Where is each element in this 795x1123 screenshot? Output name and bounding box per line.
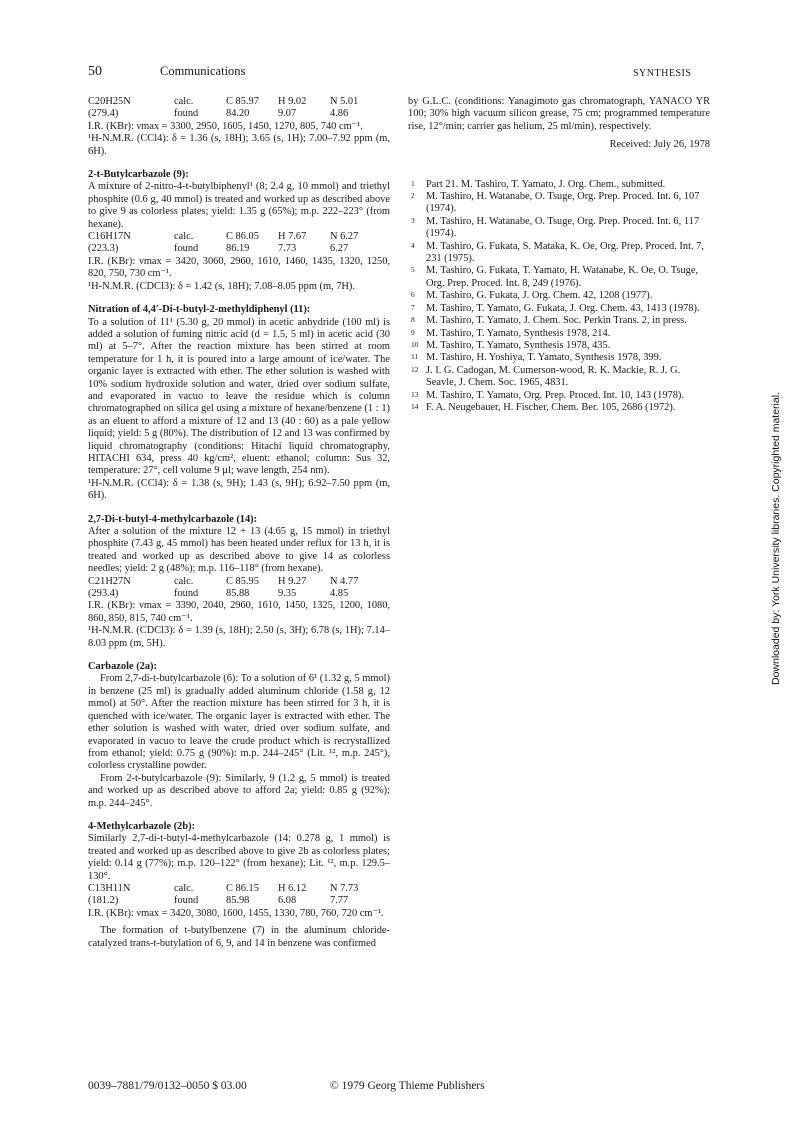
analysis-block-1 [88, 96, 390, 121]
reference-number: 1 [411, 178, 415, 188]
reference-text: M. Tashiro, H. Watanabe, O. Tsuge, Org. Prep. Proced. Int. 6, 107 (1974). [426, 191, 700, 215]
left-column [88, 96, 390, 950]
section-body: After a solution of the mixture 12 + 13 (4.65 g, 15 mmol) in triethyl phosphite (7.43 g, 45 mmol) has been heated under reflux for 13 h, it is treated and worked up as described above to give 14 as colorless needles; yield: 2 g (48%); m.p. 116–118° (from hexane). [88, 526, 390, 575]
nmr-data: ¹H-N.M.R. (CCl4): δ = 1.36 (s, 18H); 3.65 (s, 1H); 7.00–7.92 ppm (m, 6H). [88, 133, 390, 157]
right-column [408, 96, 710, 414]
analysis-cell: 9.35 [278, 588, 297, 600]
reference-item [408, 191, 710, 216]
reference-text: F. A. Neugebauer, H. Fischer, Chem. Ber. 105, 2686 (1972). [426, 401, 676, 413]
analysis-cell: 4.85 [330, 588, 349, 600]
issn-line: 0039–7881/79/0132–0050 $ 03.00 [88, 1080, 247, 1092]
reference-text: M. Tashiro, T. Yamato, J. Chem. Soc. Perkin Trans. 2, in press. [426, 315, 687, 327]
analysis-block-3 [88, 576, 390, 601]
received-date: Received: July 26, 1978 [609, 139, 710, 151]
reference-number: 6 [411, 290, 415, 300]
reference-number: 2 [411, 191, 415, 201]
analysis-cell: C 85.97 [226, 96, 259, 107]
reference-text: M. Tashiro, G. Fukata, T. Yamato, H. Watanabe, K. Oe, O. Tsuge, Org. Prep. Proced. Int. 8, 249 (1976). [426, 265, 699, 289]
copyright-line: © 1979 Georg Thieme Publishers [330, 1080, 485, 1092]
analysis-formula: C21H27N [88, 575, 131, 587]
analysis-cell: found [174, 588, 199, 600]
reference-item [408, 241, 710, 266]
reference-number: 3 [411, 215, 415, 225]
reference-text: J. I. G. Cadogan, M. Cumerson-wood, R. K. Mackie, R. J. G. Seavle, J. Chem. Soc. 1965, 4831. [426, 364, 681, 389]
analysis-cell: calc. [174, 231, 194, 243]
analysis-cell: calc. [174, 882, 194, 894]
reference-item [408, 402, 710, 414]
analysis-cell: H 7.67 [278, 231, 307, 243]
analysis-cell: 4.86 [330, 108, 349, 120]
reference-text: M. Tashiro, H. Watanabe, O. Tsuge, Org. Prep. Proced. Int. 6, 117 (1974). [426, 215, 700, 240]
section-body: From 2-t-butylcarbazole (9): Similarly, 9 (1.2 g, 5 mmol) is treated and worked up as described above to afford 2a; yield: 0.85 g (92%); m.p. 244–245°. [88, 772, 390, 809]
reference-item [408, 216, 710, 241]
analysis-cell: calc. [174, 96, 194, 107]
download-notice: Downloaded by: York University libraries. Copyrighted material. [770, 392, 782, 685]
reference-item [408, 315, 710, 327]
analysis-cell: 6.27 [330, 243, 349, 255]
analysis-cell: 85.88 [226, 588, 250, 600]
nmr-data: ¹H-N.M.R. (CDCl3): δ = 1.39 (s, 18H); 2.50 (s, 3H); 6.78 (s, 1H); 7.14–8.03 ppm (m, 5H). [88, 625, 390, 649]
reference-number: 7 [411, 302, 415, 312]
continued-text: by G.L.C. (conditions: Yanagimoto gas chromatograph, YANACO YR 100; 30% high vacuum silicon grease, 75 cm; programmed temperature rise, 12°/min; carrier gas helium, 25 ml/min), respectively. [408, 96, 710, 132]
running-head: Communications [160, 64, 246, 78]
analysis-cell: 6.08 [278, 895, 297, 907]
analysis-cell: H 9.27 [278, 575, 307, 587]
analysis-block-5 [88, 883, 390, 908]
analysis-cell: C 86.05 [226, 231, 259, 243]
analysis-cell: C 86.15 [226, 882, 259, 894]
ir-data: I.R. (KBr): νmax = 3390, 2040, 2960, 1610, 1450, 1325, 1200, 1080, 860, 850, 815, 740 cm⁻¹. [88, 600, 390, 624]
analysis-cell: H 9.02 [278, 96, 307, 107]
analysis-cell: N 4.77 [330, 575, 359, 587]
reference-text: Part 21. M. Tashiro, T. Yamato, J. Org. Chem., submitted. [426, 178, 666, 190]
reference-number: 12 [411, 364, 419, 374]
analysis-mw: (293.4) [88, 588, 119, 600]
analysis-cell: found [174, 243, 199, 255]
section-title: Carbazole (2a): [88, 661, 157, 673]
reference-number: 8 [411, 315, 415, 325]
reference-item [408, 179, 710, 191]
reference-number: 4 [411, 240, 415, 250]
section-title: 2,7-Di-t-butyl-4-methylcarbazole (14): [88, 513, 258, 525]
reference-number: 13 [411, 389, 419, 399]
reference-number: 10 [411, 339, 419, 349]
section-body: The formation of t-butylbenzene (7) in the aluminum chloride-catalyzed trans-t-butylation of 6, 9, and 14 in benzene was confirmed [88, 925, 390, 949]
reference-text: M. Tashiro, T. Yamato, Synthesis 1978, 214. [426, 327, 611, 339]
analysis-cell: N 7.73 [330, 882, 359, 894]
analysis-formula: C13H11N [88, 882, 131, 894]
nmr-data: ¹H-N.M.R. (CCl4): δ = 1.38 (s, 9H); 1.43 (s, 9H); 6.92–7.50 ppm (m, 6H). [88, 477, 390, 502]
reference-text: M. Tashiro, T. Yamato, Org. Prep. Proced. Int. 10, 143 (1978). [426, 389, 684, 401]
analysis-cell: 85.98 [226, 895, 250, 907]
reference-number: 11 [411, 352, 419, 362]
analysis-mw: (279.4) [88, 108, 119, 120]
analysis-cell: 7.73 [278, 243, 297, 255]
reference-number: 9 [411, 327, 415, 337]
reference-text: M. Tashiro, T. Yamato, G. Fukata, J. Org. Chem. 43, 1413 (1978). [426, 302, 700, 314]
reference-item [408, 303, 710, 315]
analysis-cell: 84.20 [226, 108, 250, 120]
reference-item [408, 290, 710, 302]
journal-name: SYNTHESIS [633, 68, 692, 79]
analysis-cell: 86.19 [226, 243, 250, 255]
section-body: Similarly 2,7-di-t-butyl-4-methylcarbazole (14: 0.278 g, 1 mmol) is treated and worked up as described above to give 2b as colorless plates; yield: 0.14 g (77%); m.p. 120–122° (from hexane); Lit. ¹², m.p. 129.5–130°. [88, 833, 390, 882]
reference-text: M. Tashiro, G. Fukata, J. Org. Chem. 42, 1208 (1977). [426, 290, 653, 302]
section-title: Nitration of 4,4′-Di-t-butyl-2-methyldiphenyl (11): [88, 304, 311, 316]
reference-text: M. Tashiro, G. Fukata, S. Mataka, K. Oe, Org. Prep. Proced. Int. 7, 231 (1975). [426, 240, 704, 265]
reference-number: 5 [411, 265, 415, 275]
analysis-cell: found [174, 108, 199, 120]
section-body: To a solution of 11¹ (5.30 g, 20 mmol) in acetic anhydride (100 ml) is added a solution of fuming nitric acid (d = 1.5, 5 ml) in acetic acid (30 ml) at 5–7°. After the reaction mixture has been stirred at room temperature for 1 h, it is poured into a large amount of ice/water. The organic layer is extracted with ether. The ether solution is washed with 10% sodium hydroxide solution and water, dried over sodium sulfate, and evaporated in vacuo to leave the residue which is column chromatographed on silica gel using a mixture of hexane/benzene (1 : 1) as an eluent to afford a mixture of 12 and 13 (40 : 60) as a pale yellow liquid; yield: 5 g (80%). The distribution of 12 and 13 was confirmed by liquid chromatography (conditions: Hitachi liquid chromatography, HITACHI 634, press 40 kg/cm², eluent: ethanol; column: Sus 32, temperature: 27°, cell volume 9 µl; wave length, 254 nm). [88, 316, 390, 477]
ir-data: I.R. (KBr): νmax = 3420, 3060, 2960, 1610, 1460, 1435, 1320, 1250, 820, 750, 730 cm⁻¹. [88, 255, 390, 280]
reference-item [408, 340, 710, 352]
page-number: 50 [88, 64, 102, 79]
ir-data: I.R. (KBr): νmax = 3420, 3080, 1600, 1455, 1330, 780, 760, 720 cm⁻¹. [88, 907, 384, 919]
analysis-cell: 9.07 [278, 108, 297, 120]
analysis-cell: H 6.12 [278, 882, 307, 894]
reference-item [408, 265, 710, 290]
section-body: A mixture of 2-nitro-4-t-butylbiphenyl¹ (8; 2.4 g, 10 mmol) and triethyl phosphite (0.6 g, 40 mmol) is treated and worked up as described above to give 9 as colorless plates; yield: 1.35 g (65%); m.p. 222–223° (from hexane). [88, 181, 390, 230]
reference-item [408, 352, 710, 364]
reference-number: 14 [411, 401, 419, 411]
analysis-cell: calc. [174, 575, 194, 587]
section-body: From 2,7-di-t-butylcarbazole (6): To a solution of 6¹ (1.32 g, 5 mmol) in benzene (25 ml) is gradually added aluminum chloride (1.58 g, 12 mmol) at 50°. After the reaction mixture has been stirred for 3 h, it is quenched with ice/water. The organic layer is extracted with ether. The ether solution is washed with water, dried over sodium sulfate, and evaporated in vacuo to leave the crude product which is recrystallized from ethanol; yield: 0.75 g (90%): m.p. 244–245° (Lit. ¹², m.p. 245°), colorless crystalline powder. [88, 673, 390, 772]
reference-list [408, 179, 710, 415]
analysis-cell: C 85.95 [226, 575, 259, 587]
analysis-cell: N 5.01 [330, 96, 359, 107]
reference-item [408, 328, 710, 340]
ir-data: I.R. (KBr): νmax = 3300, 2950, 1605, 1450, 1270, 805, 740 cm⁻¹. [88, 120, 363, 132]
analysis-cell: N 6.27 [330, 231, 359, 243]
analysis-cell: 7.77 [330, 895, 349, 907]
nmr-data: ¹H-N.M.R. (CDCl3): δ = 1.42 (s, 18H); 7.08–8.05 ppm (m, 7H). [88, 280, 355, 292]
analysis-block-2 [88, 231, 390, 256]
reference-item [408, 365, 710, 390]
section-title: 2-t-Butylcarbazole (9): [88, 169, 189, 181]
analysis-cell: found [174, 895, 199, 907]
analysis-mw: (223.3) [88, 243, 119, 255]
analysis-formula: C20H25N [88, 96, 131, 107]
analysis-mw: (181.2) [88, 895, 119, 907]
reference-text: M. Tashiro, H. Yoshiya, T. Yamato, Synthesis 1978, 399. [426, 352, 662, 364]
analysis-formula: C16H17N [88, 231, 131, 243]
section-title: 4-Methylcarbazole (2b): [88, 820, 196, 832]
reference-item [408, 390, 710, 402]
reference-text: M. Tashiro, T. Yamato, Synthesis 1978, 435. [426, 339, 611, 351]
